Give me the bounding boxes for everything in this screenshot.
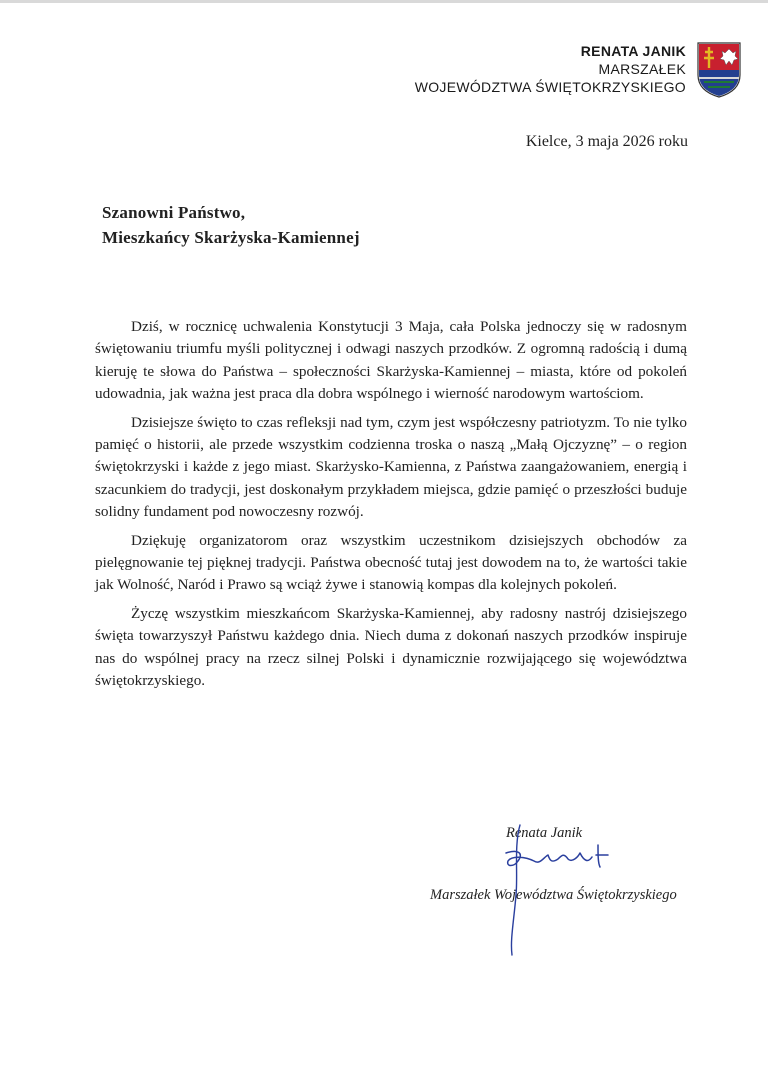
body-paragraph-2: Dzisiejsze święto to czas refleksji nad tym, czym jest współczesny patriotyzm. To nie tylko pamięć o historii, ale przede wszystkim codzienna troska o naszą „Małą Ojczyznę” – o region świętokrzyski i każde z jego miast. Skarżysko-Kamienna, z Państwa zaangażowaniem, energią i szacunkiem do tradycji, jest doskonałym przykładem miejsca, gdzie pamięć o przeszłości buduje solidny fundament pod nowoczesny rozwój.: [95, 413, 687, 521]
salutation-line1: Szanowni Państwo,: [102, 203, 246, 222]
body-paragraph-4: Życzę wszystkim mieszkańcom Skarżyska-Kamiennej, aby radosny nastrój dzisiejszego święta towarzyszył Państwu każdego dnia. Niech duma z dokonań naszych przodków inspiruje nas do wspólnej pracy na rzecz silnej Polski i dynamicznie rozwijającego się województwa świętokrzyskiego.: [95, 604, 687, 690]
letter-body: [95, 316, 687, 699]
handwritten-signature: [488, 805, 633, 965]
salutation-line2: Mieszkańcy Skarżyska-Kamiennej: [102, 228, 360, 247]
coat-of-arms-icon: [696, 41, 742, 99]
top-rule: [0, 0, 768, 3]
letterhead: [415, 42, 686, 96]
sender-name: RENATA JANIK: [580, 43, 686, 59]
sender-role-line1: MARSZAŁEK: [598, 61, 686, 77]
signatory-title: Marszałek Województwa Świętokrzyskiego: [430, 887, 677, 903]
sender-role-line2: WOJEWÓDZTWA ŚWIĘTOKRZYSKIEGO: [414, 79, 686, 95]
body-paragraph-3: Dziękuję organizatorom oraz wszystkim uczestnikom dzisiejszych obchodów za pielęgnowanie tej pięknej tradycji. Państwa obecność tutaj jest dowodem na to, że wartości takie jak Wolność, Naród i Prawo są wciąż żywe i stanowią kompas dla kolejnych pokoleń.: [95, 531, 687, 594]
signatory-name: Renata Janik: [506, 825, 583, 841]
salutation: [102, 200, 360, 250]
letter-date: Kielce, 3 maja 2026 roku: [525, 133, 688, 150]
body-paragraph-1: Dziś, w rocznicę uchwalenia Konstytucji 3 Maja, cała Polska jednoczy się w radosnym świętowaniu triumfu myśli politycznej i odwagi naszych przodków. Z ogromną radością i dumą kieruję te słowa do Państwa – społeczności Skarżyska-Kamiennej – miasta, które od pokoleń udowadnia, jak ważna jest praca dla dobra wspólnego i wierność narodowym wartościom.: [95, 318, 687, 403]
